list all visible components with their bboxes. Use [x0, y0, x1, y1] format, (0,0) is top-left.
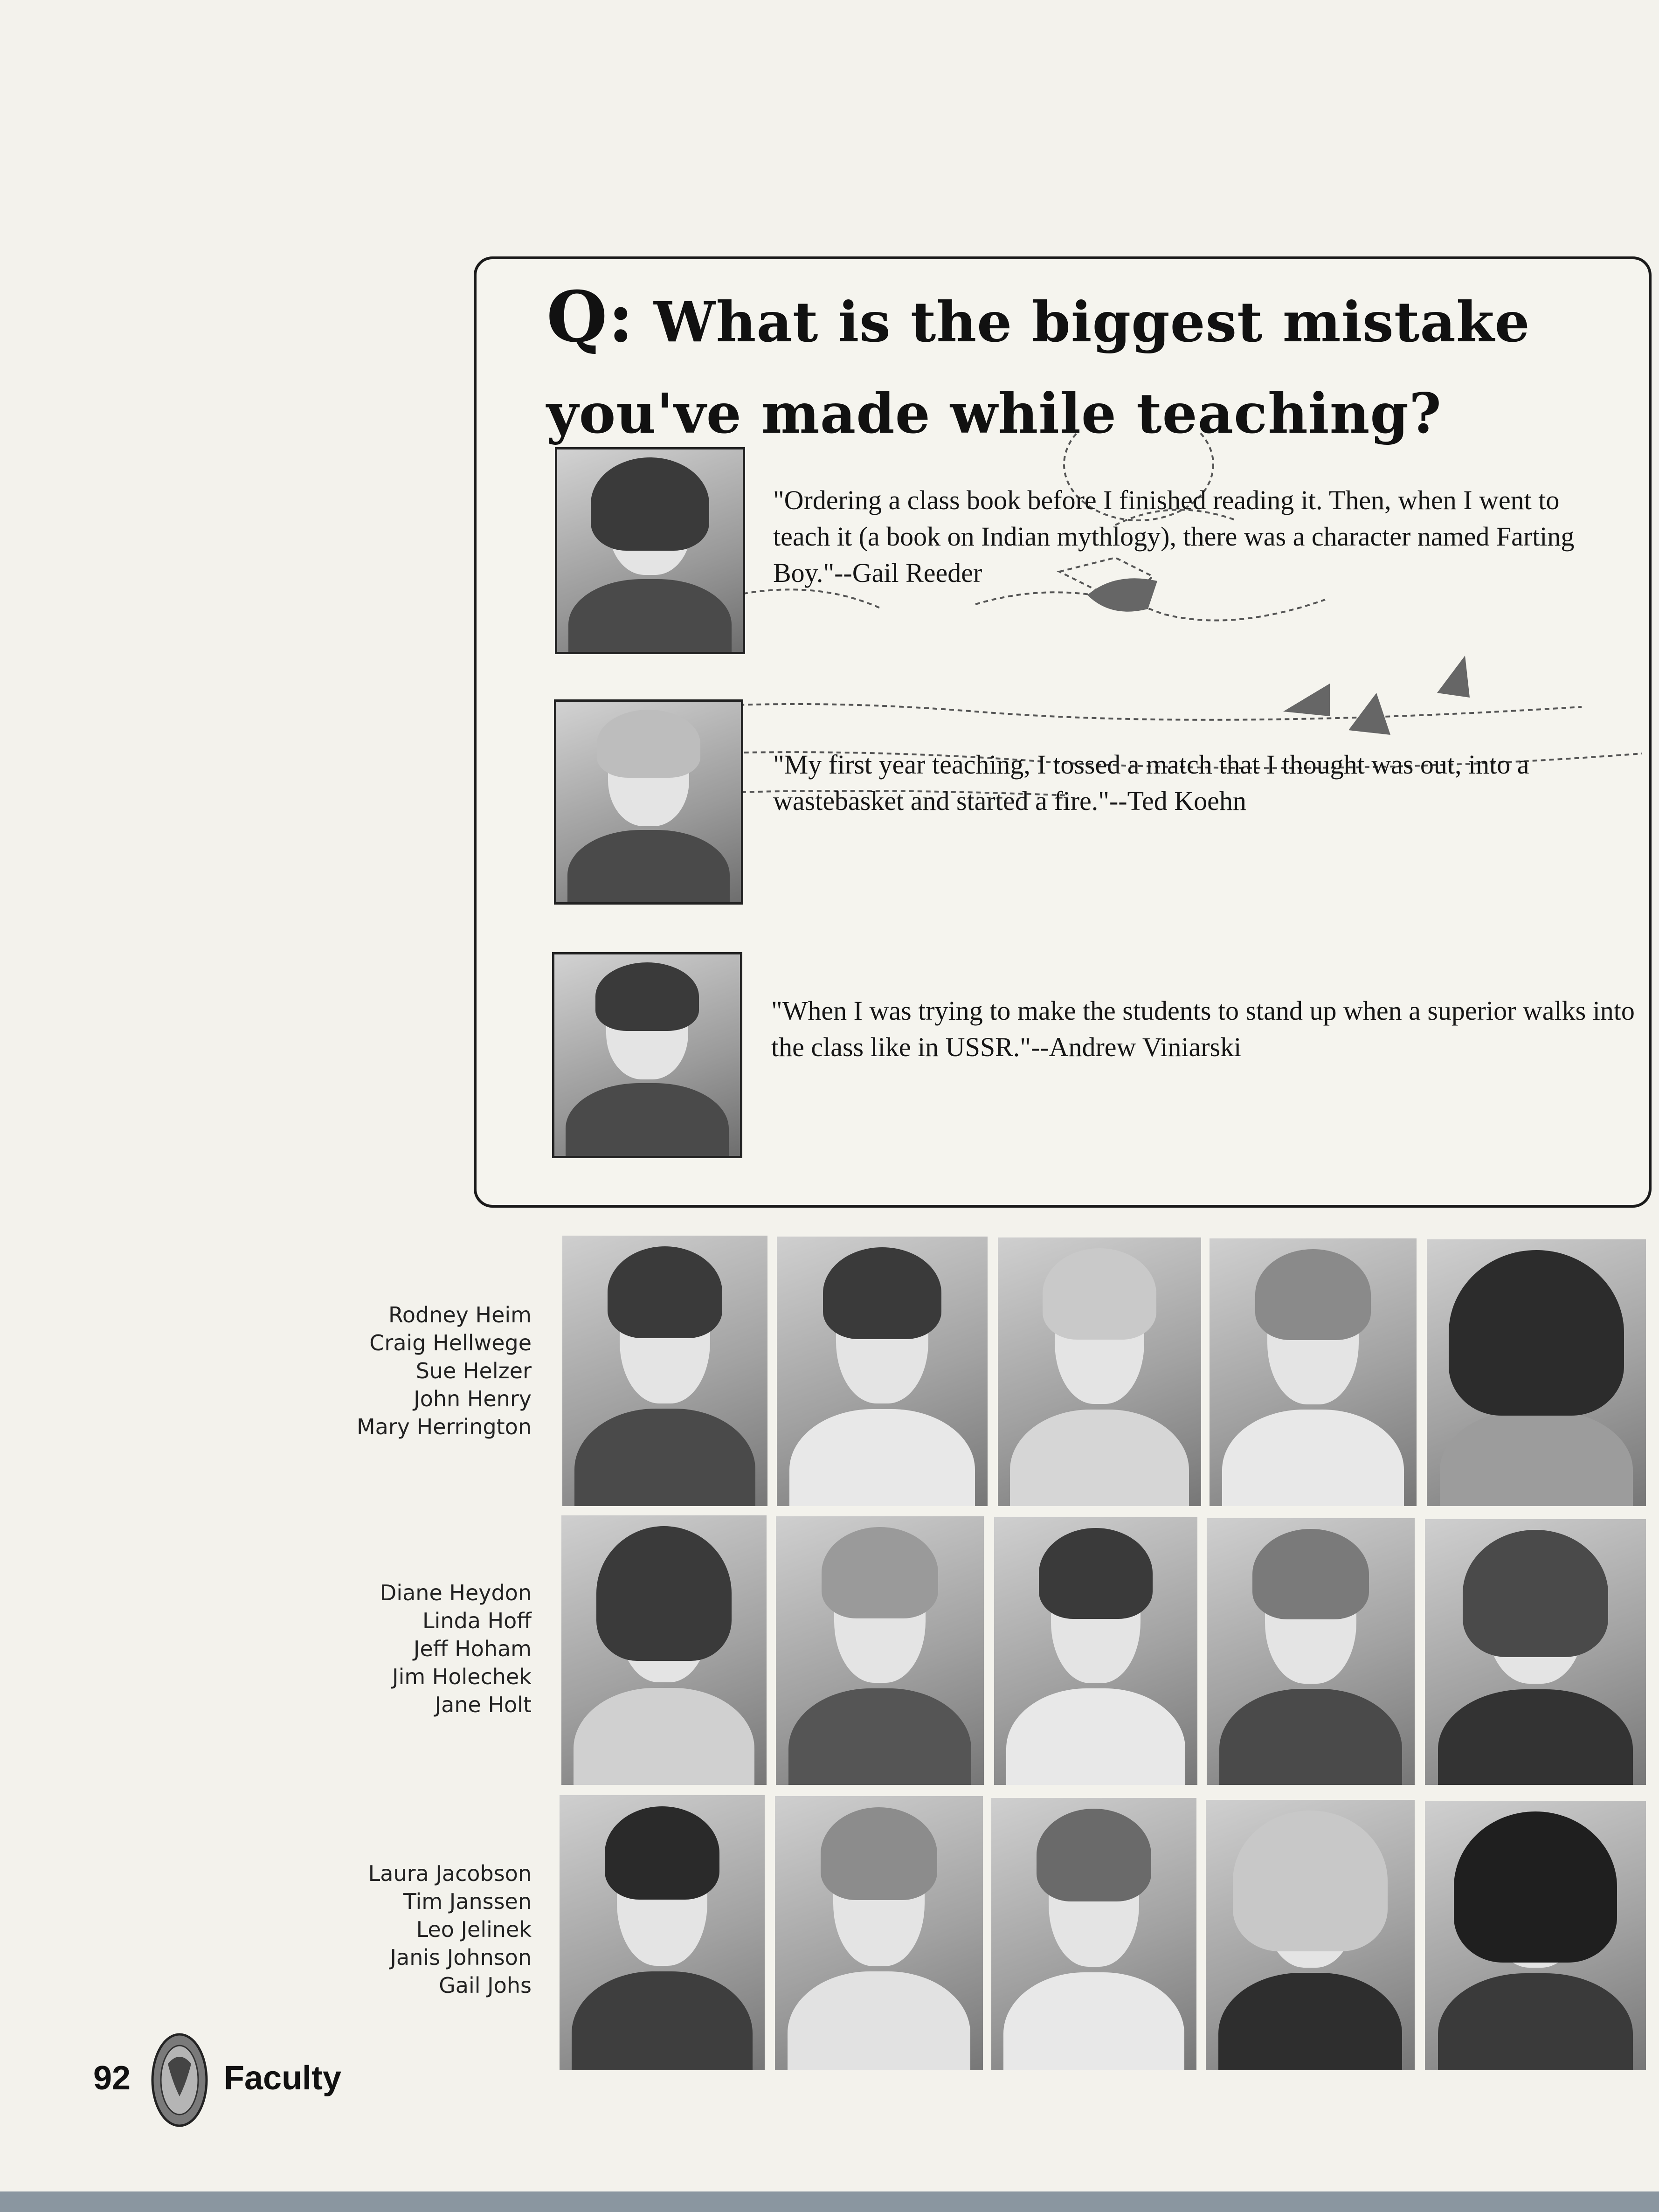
- answer-quote-1: "Ordering a class book before I finished reading it. Then, when I went to teach it (a book on Indian mythlogy), there was a character named Farting Boy."--Gail Reeder: [773, 485, 1575, 588]
- question-marker: Q:: [546, 276, 635, 358]
- faculty-name: Laura Jacobson: [368, 1861, 532, 1886]
- faculty-name: Sue Helzer: [415, 1358, 532, 1383]
- page-number: 92: [93, 2060, 131, 2097]
- faculty-name: Janis Johnson: [390, 1945, 532, 1970]
- faculty-photo: [1425, 1801, 1646, 2070]
- teacher-photo-koehn: [554, 699, 743, 905]
- faculty-name: John Henry: [414, 1386, 532, 1411]
- question-box: [474, 256, 1652, 1208]
- faculty-photo: [991, 1798, 1196, 2070]
- faculty-photo: [998, 1237, 1201, 1506]
- faculty-name: Jane Holt: [435, 1692, 532, 1717]
- school-seal-icon: [149, 2031, 210, 2129]
- faculty-name: Gail Johs: [439, 1973, 532, 1998]
- faculty-name: Diane Heydon: [380, 1580, 532, 1605]
- faculty-name: Leo Jelinek: [416, 1917, 532, 1942]
- section-title: Faculty: [224, 2060, 342, 2097]
- faculty-photo: [776, 1516, 984, 1785]
- bottom-edge-strip: [0, 2191, 1659, 2212]
- faculty-name: Mary Herrington: [356, 1414, 532, 1439]
- faculty-photo: [775, 1796, 983, 2070]
- faculty-names-row-3: [280, 1859, 532, 1999]
- answer-quote-3: "When I was trying to make the students to stand up when a superior walks into the class like in USSR."--Andrew Viniarski: [771, 995, 1635, 1062]
- faculty-photo: [561, 1515, 767, 1785]
- teacher-photo-viniarski: [552, 952, 742, 1158]
- faculty-names-row-2: [280, 1579, 532, 1719]
- faculty-photo: [560, 1795, 765, 2070]
- faculty-photo: [1206, 1800, 1415, 2070]
- faculty-name: Tim Janssen: [403, 1889, 532, 1914]
- faculty-photo: [1210, 1238, 1417, 1506]
- faculty-name: Craig Hellwege: [369, 1330, 532, 1355]
- faculty-photo: [994, 1517, 1197, 1785]
- faculty-photo: [562, 1236, 767, 1506]
- answer-quote-2: "My first year teaching, I tossed a match that I thought was out, into a wastebasket and started a fire."--Ted Koehn: [773, 749, 1529, 816]
- faculty-photo: [1427, 1239, 1646, 1506]
- question-text: What is the biggest mistake you've made while teaching?: [546, 290, 1530, 446]
- faculty-names-row-1: [280, 1301, 532, 1441]
- teacher-photo-reeder: [555, 447, 745, 654]
- faculty-name: Jeff Hoham: [413, 1636, 532, 1661]
- faculty-photo: [777, 1237, 988, 1506]
- faculty-photo: [1207, 1518, 1415, 1785]
- faculty-name: Rodney Heim: [388, 1302, 532, 1327]
- faculty-name: Jim Holechek: [392, 1664, 532, 1689]
- question-title: [546, 271, 1647, 459]
- faculty-name: Linda Hoff: [422, 1608, 532, 1633]
- faculty-photo: [1425, 1519, 1646, 1785]
